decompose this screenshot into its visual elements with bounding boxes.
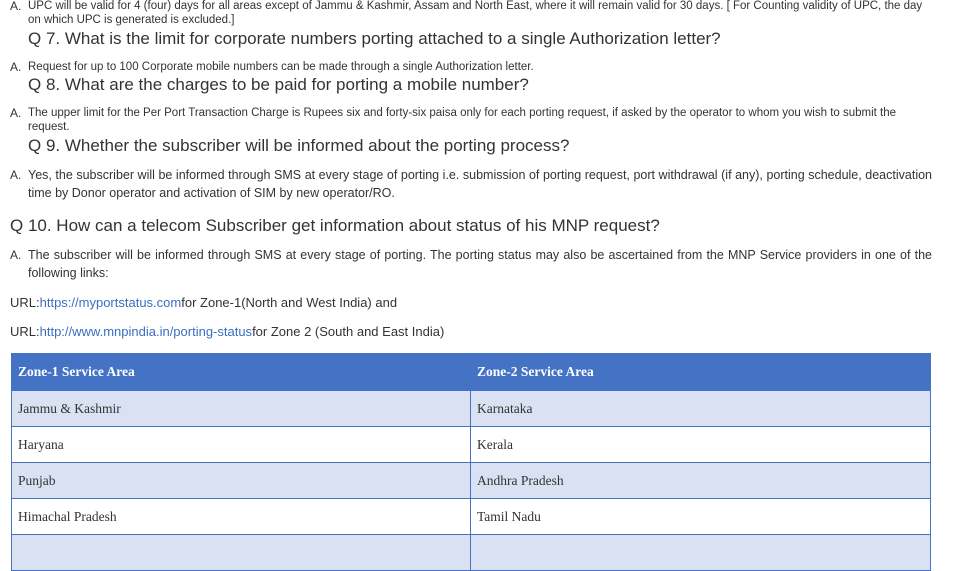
answer-text: UPC will be valid for 4 (four) days for all areas except of Jammu & Kashmir, Assam and North East, where it will remain valid for 30 days. [ For Counting validity of UPC, the day on which UPC is generated is excluded.] [28, 0, 923, 26]
answer-9 [10, 166, 932, 202]
answer-marker: A. [10, 248, 22, 262]
question-10: Q 10. How can a telecom Subscriber get information about status of his MNP request? [10, 216, 660, 235]
table-row [12, 463, 931, 499]
table-row [12, 499, 931, 535]
zone2-status-link[interactable]: http://www.mnpindia.in/porting-status [39, 324, 253, 339]
answer-10 [10, 246, 932, 282]
zone1-cell: Haryana [12, 427, 471, 463]
zone2-cell: Karnataka [471, 391, 931, 427]
url-prefix: URL: [10, 324, 40, 339]
zone1-header: Zone-1 Service Area [12, 354, 471, 391]
answer-text: Yes, the subscriber will be informed through SMS at every stage of porting i.e. submission of porting request, port withdrawal (if any), porting schedule, deactivation time by Donor operator and activation of SIM by new operator/RO. [28, 168, 932, 200]
zone2-header: Zone-2 Service Area [471, 354, 931, 391]
url-suffix: for Zone-1(North and West India) and [181, 295, 398, 310]
table-header-row [12, 354, 931, 391]
answer-marker: A. [10, 168, 22, 182]
answer-marker: A. [10, 0, 22, 13]
question-7: Q 7. What is the limit for corporate numbers porting attached to a single Authorization letter? [28, 29, 721, 48]
url-prefix: URL: [10, 295, 40, 310]
answer-text: The upper limit for the Per Port Transaction Charge is Rupees six and forty-six paisa only for each porting request, if asked by the operator to whom you wish to submit the request. [28, 107, 897, 133]
answer-8 [10, 107, 914, 134]
service-area-table [11, 353, 931, 571]
answer-marker: A. [10, 106, 22, 120]
table-row [12, 391, 931, 427]
answer-marker: A. [10, 60, 22, 74]
answer-7 [10, 61, 932, 75]
question-8: Q 8. What are the charges to be paid for porting a mobile number? [28, 75, 529, 94]
zone1-cell: Jammu & Kashmir [12, 391, 471, 427]
zone2-cell: Kerala [471, 427, 931, 463]
zone1-cell: Punjab [12, 463, 471, 499]
question-9: Q 9. Whether the subscriber will be informed about the porting process? [28, 136, 570, 155]
zone2-cell: Andhra Pradesh [471, 463, 931, 499]
table-row [12, 427, 931, 463]
zone1-cell: Himachal Pradesh [12, 499, 471, 535]
zone1-status-link[interactable]: https://myportstatus.com [39, 295, 182, 310]
answer-text: The subscriber will be informed through SMS at every stage of porting. The porting status may also be ascertained from the MNP Service providers in one of the following links: [28, 248, 932, 280]
answer-text: Request for up to 100 Corporate mobile numbers can be made through a single Authorization letter. [28, 61, 534, 73]
zone2-url-line [10, 324, 444, 339]
zone2-cell: Tamil Nadu [471, 499, 931, 535]
answer-6 [10, 0, 932, 27]
zone1-url-line [10, 295, 397, 310]
url-suffix: for Zone 2 (South and East India) [252, 324, 445, 339]
